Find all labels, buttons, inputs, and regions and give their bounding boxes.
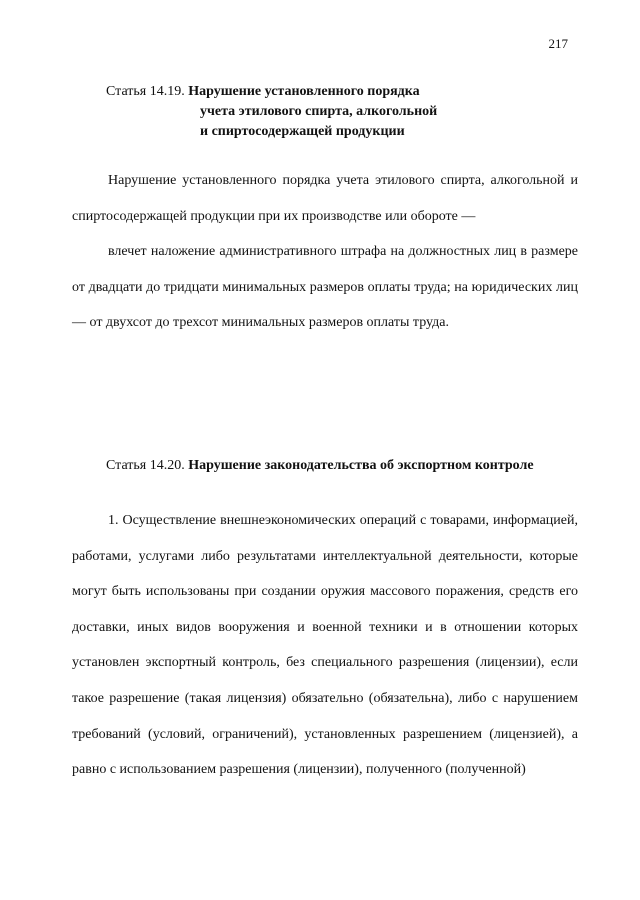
article-14-20-number: Статья 14.20. xyxy=(106,458,185,473)
article-14-19-paragraph-2: влечет наложение административного штрафа на должностных лиц в размере от двадцати до тридцати минимальных размеров оплаты труда; на юридических лиц — от двухсот до трехсот минимальных размеров оплаты труда. xyxy=(72,244,578,331)
article-14-20-body xyxy=(72,503,578,788)
article-14-19-body xyxy=(72,163,578,341)
article-14-19-number: Статья 14.19. xyxy=(106,84,185,99)
article-14-19-heading xyxy=(106,82,437,142)
article-14-19-title-line-1: Нарушение установленного порядка xyxy=(188,84,420,99)
page-number: 217 xyxy=(548,36,568,51)
article-14-19-paragraph-1: Нарушение установленного порядка учета этилового спирта, алкогольной и спиртосодержащей продукции при их производстве или обороте — xyxy=(72,173,578,224)
article-14-19-title-line-2: учета этилового спирта, алкогольной xyxy=(200,104,438,119)
article-14-20-heading xyxy=(106,456,534,476)
article-14-20-paragraph-1: 1. Осуществление внешнеэкономических операций с товарами, информацией, работами, услугами либо результатами интеллектуальной деятельности, которые могут быть использованы при создании оружия массового поражения, средств его доставки, иных видов вооружения и военной техники и в отношении которых установлен экспортный контроль, без специального разрешения (лицензии), если такое разрешение (такая лицензия) обязательно (обязательна), либо с нарушением требований (условий, ограничений), установленных разрешением (лицензией), а равно с использованием разрешения (лицензии), полученного (полученной) xyxy=(72,513,578,778)
article-14-19-title-line-3: и спиртосодержащей продукции xyxy=(200,124,405,139)
article-14-20-title: Нарушение законодательства об экспортном контроле xyxy=(188,458,534,473)
